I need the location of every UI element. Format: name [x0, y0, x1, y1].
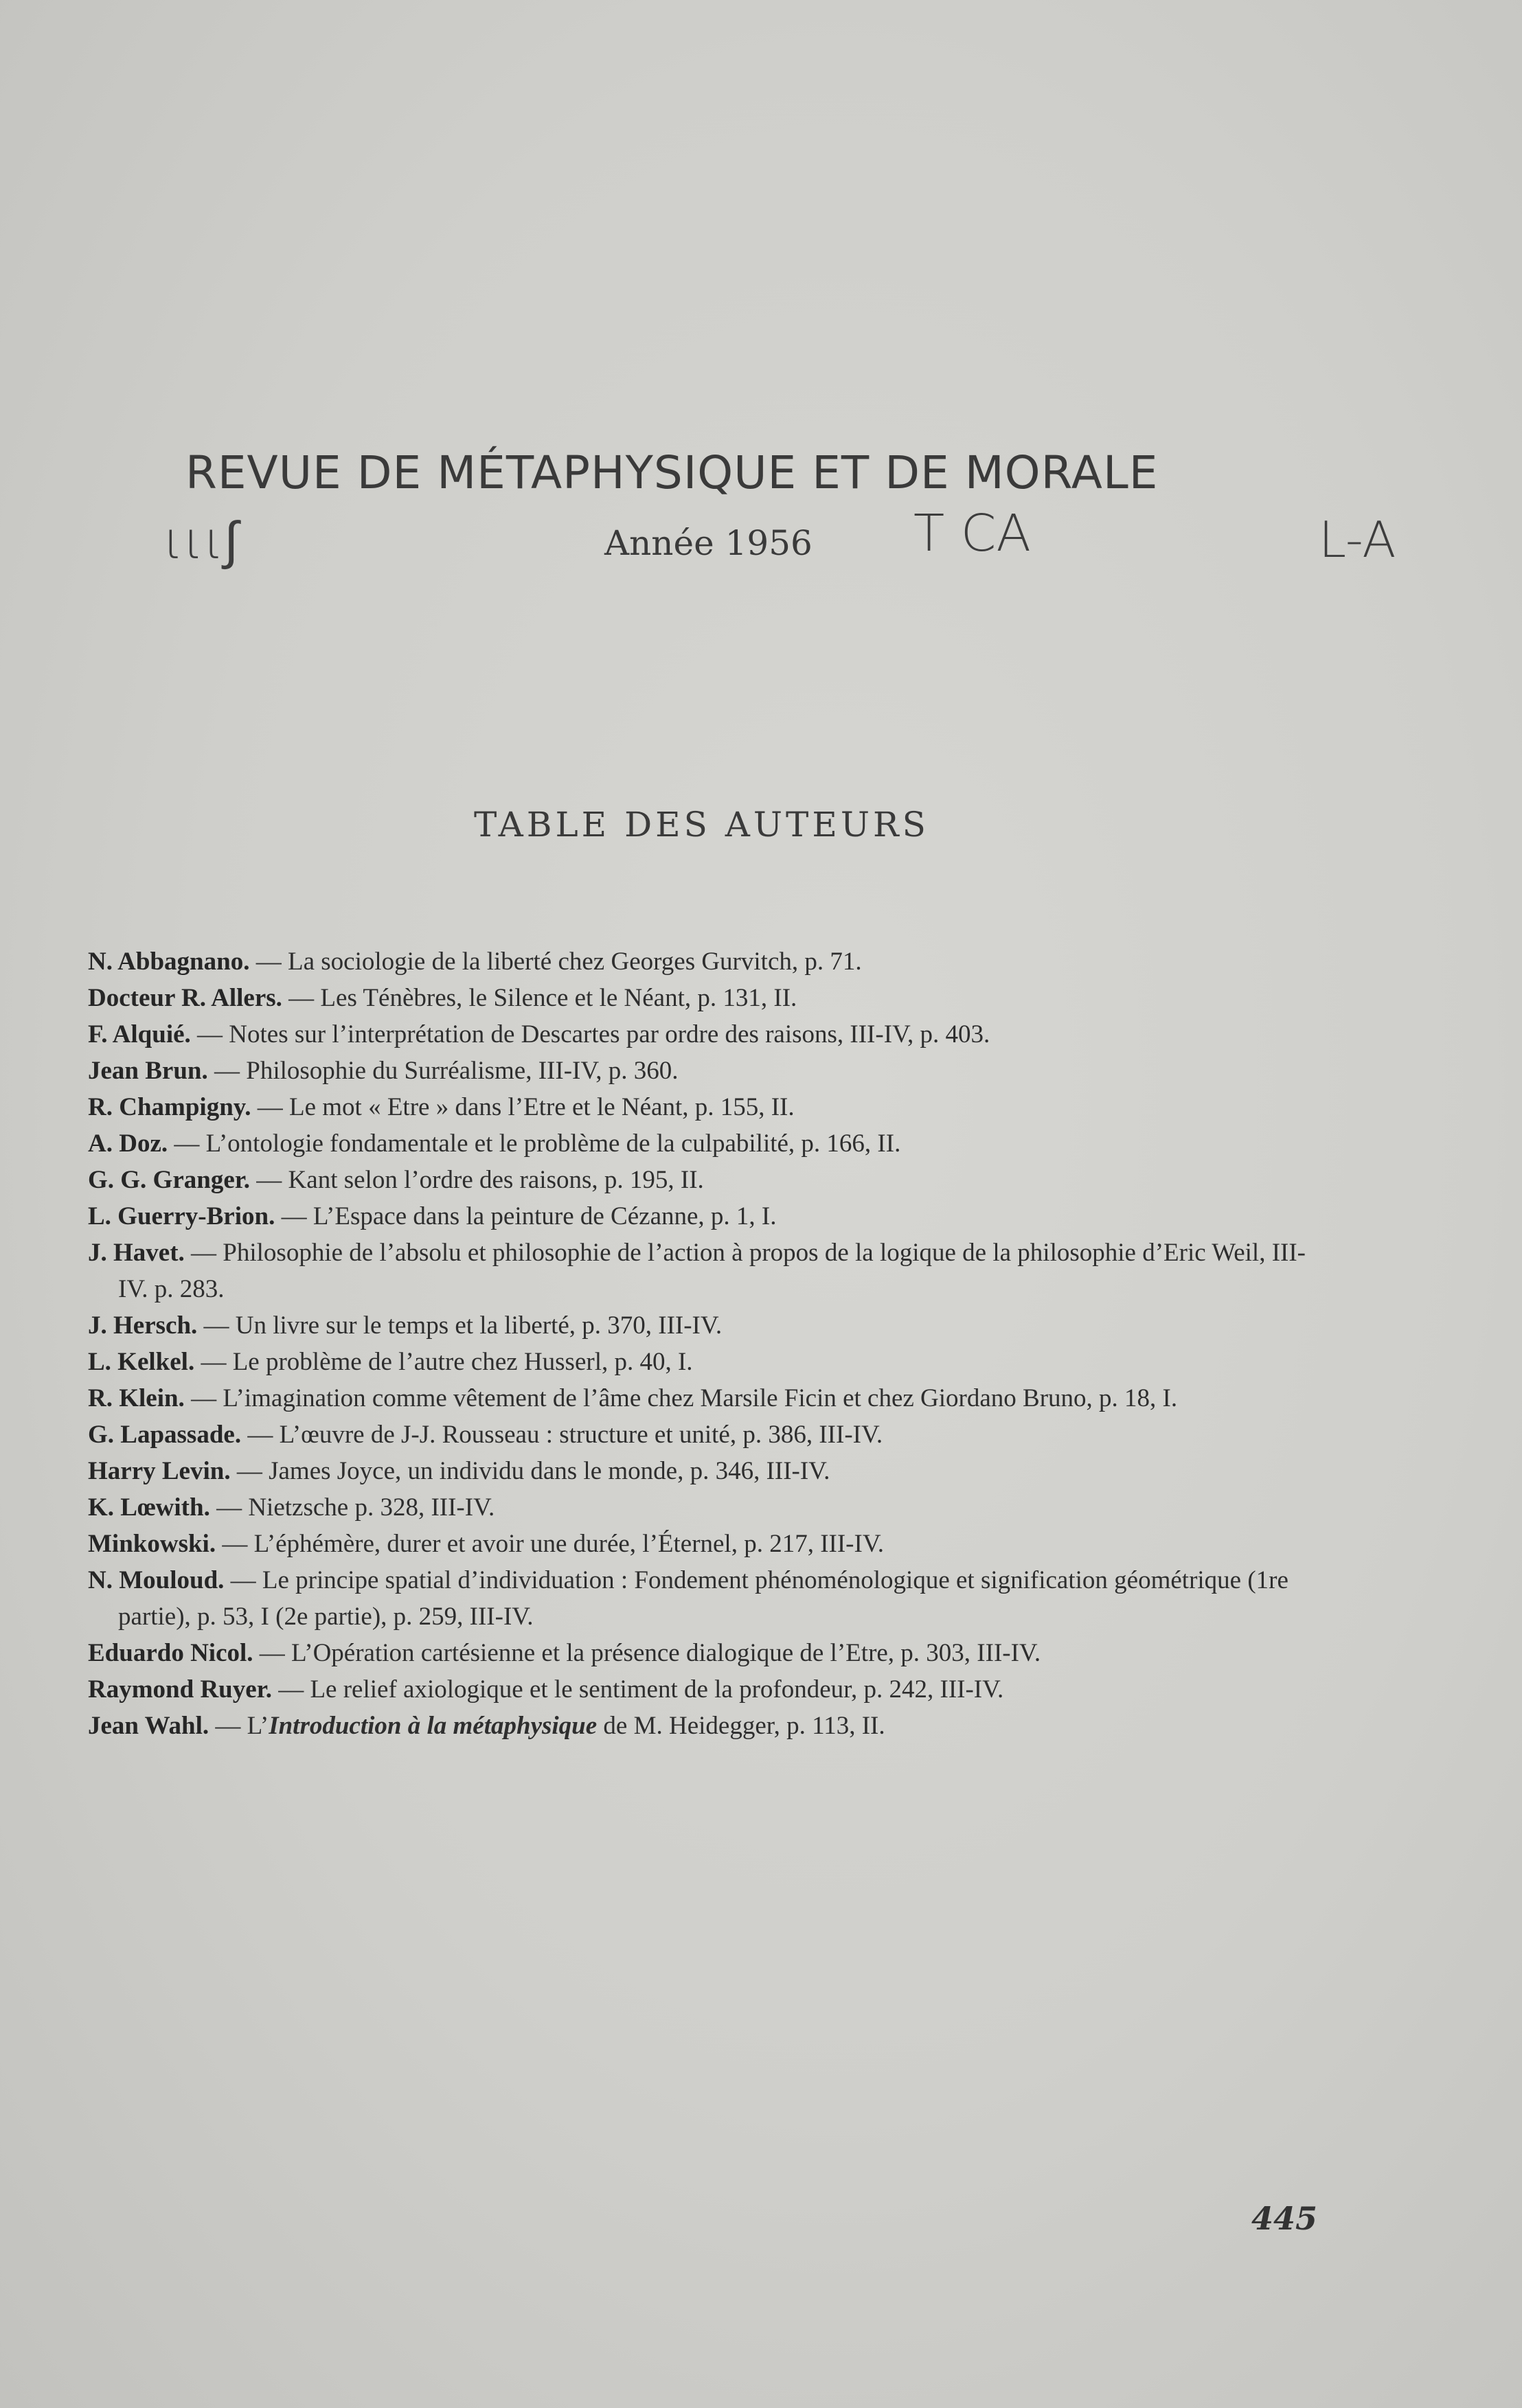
entry-text: — Le relief axiologique et le sentiment de la profondeur, p. 242, III-IV.	[271, 1675, 1004, 1704]
list-item	[88, 980, 1331, 1016]
entry-text: — Le principe spatial d’individuation : Fondement phénoménologique et signification géométrique (1re partie), p. 53, I (2e partie), p. 259, III-IV.	[118, 1566, 1288, 1631]
list-item	[88, 1089, 1331, 1125]
entry-author: J. Hersch.	[88, 1311, 198, 1340]
list-item	[88, 1708, 1331, 1744]
handwritten-mark-middle: T CA	[913, 504, 1032, 563]
entry-author: Jean Wahl.	[88, 1712, 209, 1740]
entry-author: Docteur R. Allers.	[88, 984, 282, 1012]
entry-italic-title: Introduction à la métaphysique	[269, 1712, 598, 1740]
entry-text: — L’Espace dans la peinture de Cézanne, p. 1, I.	[275, 1202, 777, 1230]
entry-text: — Les Ténèbres, le Silence et le Néant, p. 131, II.	[282, 984, 797, 1012]
list-item	[88, 1380, 1331, 1417]
list-item	[88, 1198, 1331, 1235]
entry-author: J. Havet.	[88, 1239, 185, 1267]
entry-author: Raymond Ruyer.	[88, 1675, 272, 1704]
year-line: Année 1956	[604, 523, 813, 563]
entry-text: — L’éphémère, durer et avoir une durée, l’Éternel, p. 217, III-IV.	[216, 1530, 885, 1558]
entry-author: Minkowski.	[88, 1530, 216, 1558]
entry-author: L. Guerry-Brion.	[88, 1202, 275, 1230]
entry-text: — L’œuvre de J-J. Rousseau : structure et unité, p. 386, III-IV.	[241, 1421, 883, 1449]
entry-author: N. Abbagnano.	[88, 948, 250, 976]
entry-author: Eduardo Nicol.	[88, 1639, 253, 1667]
list-item	[88, 1526, 1331, 1562]
page-number: 445	[1251, 2200, 1318, 2237]
entry-text: — L’imagination comme vêtement de l’âme chez Marsile Ficin et chez Giordano Bruno, p. 18, I.	[184, 1384, 1178, 1412]
journal-title: REVUE DE MÉTAPHYSIQUE ET DE MORALE	[185, 446, 1159, 499]
list-item	[88, 1125, 1331, 1162]
entry-author: K. Lœwith.	[88, 1493, 210, 1522]
entry-text: — L’ontologie fondamentale et le problème de la culpabilité, p. 166, II.	[168, 1130, 901, 1158]
list-item	[88, 1417, 1331, 1453]
list-item	[88, 1489, 1331, 1526]
list-item	[88, 1562, 1331, 1635]
list-item	[88, 1053, 1331, 1089]
entry-author: Jean Brun.	[88, 1057, 208, 1085]
list-item	[88, 1162, 1331, 1198]
handwritten-mark-right: L-A	[1319, 511, 1396, 569]
entry-text: — L’Opération cartésienne et la présence dialogique de l’Etre, p. 303, III-IV.	[253, 1639, 1041, 1667]
entry-author: N. Mouloud.	[88, 1566, 225, 1594]
list-item	[88, 943, 1331, 980]
entry-author: G. Lapassade.	[88, 1421, 242, 1449]
list-item	[88, 1344, 1331, 1380]
handwritten-mark-left: ιιι∫	[163, 509, 239, 571]
entry-author: G. G. Granger.	[88, 1166, 251, 1194]
section-title: TABLE DES AUTEURS	[474, 805, 929, 845]
entry-text: — Le problème de l’autre chez Husserl, p. 40, I.	[194, 1348, 693, 1376]
entry-text: — James Joyce, un individu dans le monde, p. 346, III-IV.	[230, 1457, 830, 1485]
entry-text: — L’	[209, 1712, 269, 1740]
list-item	[88, 1671, 1331, 1708]
list-item	[88, 1016, 1331, 1053]
entry-author: Harry Levin.	[88, 1457, 231, 1485]
entry-author: A. Doz.	[88, 1130, 168, 1158]
entry-text-tail: de M. Heidegger, p. 113, II.	[597, 1712, 885, 1740]
entry-text: — Philosophie de l’absolu et philosophie de l’action à propos de la logique de la philosophie d’Eric Weil, III-IV. p. 283.	[118, 1239, 1306, 1303]
list-item	[88, 1307, 1331, 1344]
entry-text: — La sociologie de la liberté chez Georges Gurvitch, p. 71.	[249, 948, 862, 976]
list-item	[88, 1635, 1331, 1671]
entry-author: L. Kelkel.	[88, 1348, 195, 1376]
list-item	[88, 1235, 1331, 1307]
entry-text: — Notes sur l’interprétation de Descartes par ordre des raisons, III-IV, p. 403.	[190, 1020, 990, 1048]
entry-text: — Philosophie du Surréalisme, III-IV, p. 360.	[207, 1057, 679, 1085]
author-index-list	[88, 943, 1331, 1744]
entry-author: R. Champigny.	[88, 1093, 251, 1121]
entry-author: F. Alquié.	[88, 1020, 191, 1048]
entry-author: R. Klein.	[88, 1384, 185, 1412]
list-item	[88, 1453, 1331, 1489]
entry-text: — Nietzsche p. 328, III-IV.	[209, 1493, 495, 1522]
entry-text: — Kant selon l’ordre des raisons, p. 195, II.	[250, 1166, 704, 1194]
entry-text: — Le mot « Etre » dans l’Etre et le Néant, p. 155, II.	[251, 1093, 795, 1121]
entry-text: — Un livre sur le temps et la liberté, p. 370, III-IV.	[197, 1311, 723, 1340]
